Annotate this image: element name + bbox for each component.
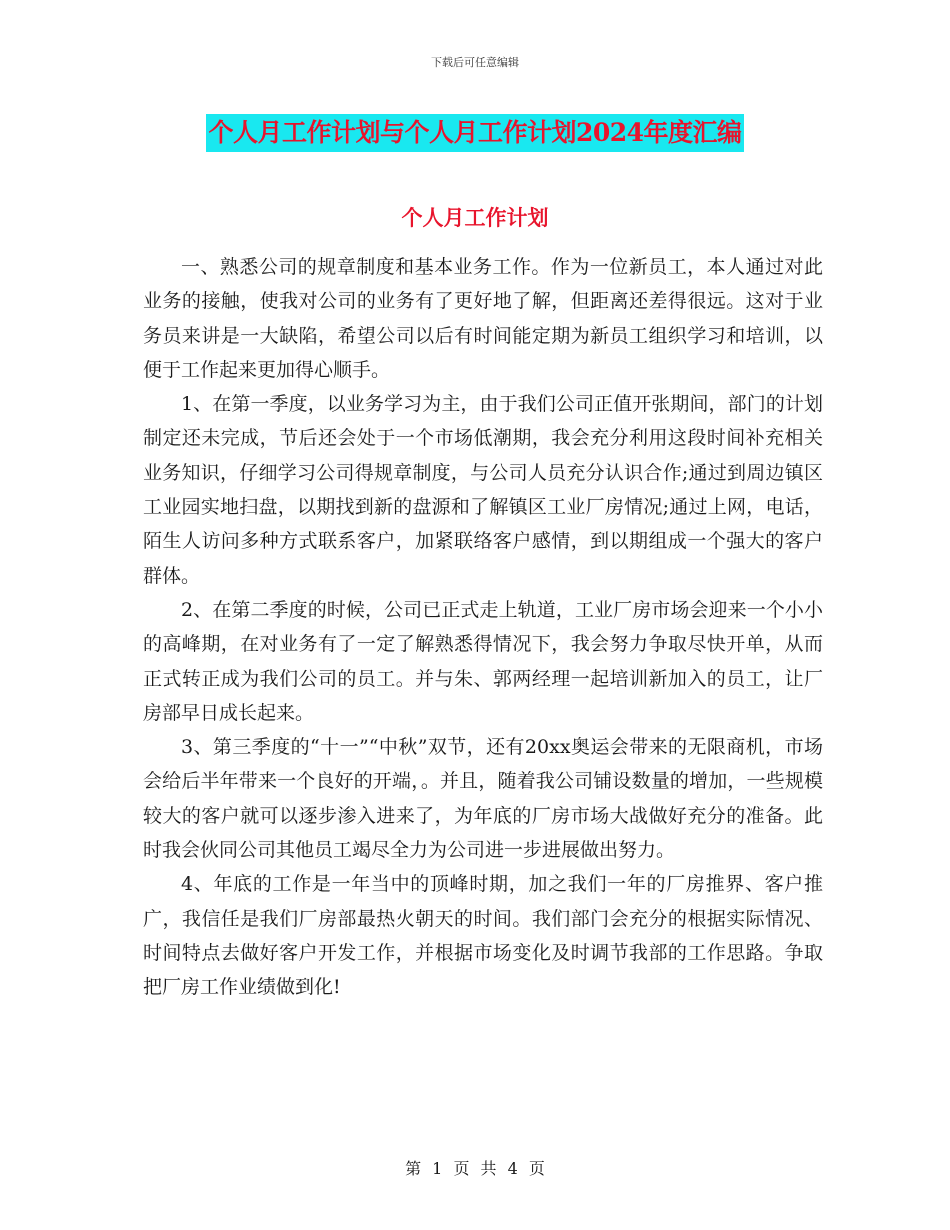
section-title: 个人月工作计划: [401, 205, 549, 230]
paragraph-q4: 4、年底的工作是一年当中的顶峰时期，加之我们一年的厂房推界、客户推广，我信任是我们厂房部最热火朝天的时间。我们部门会充分的根据实际情况、时间特点去做好客户开发工作，并根据市场变化及时调节我部的工作思路。争取把厂房工作业绩做到化!: [143, 873, 823, 999]
paragraph-q2: 2、在第二季度的时候，公司已正式走上轨道，工业厂房市场会迎来一个小小的高峰期，在对业务有了一定了解熟悉得情况下，我会努力争取尽快开单，从而正式转正成为我们公司的员工。并与朱、郭两经理一起培训新加入的员工，让厂房部早日成长起来。: [143, 598, 823, 724]
page-header-note: 下载后可任意编辑: [431, 56, 519, 69]
paragraph-q1: 1、在第一季度，以业务学习为主，由于我们公司正值开张期间，部门的计划制定还未完成，节后还会处于一个市场低潮期，我会充分利用这段时间补充相关业务知识，仔细学习公司得规章制度，与公司人员充分认识合作;通过到周边镇区工业园实地扫盘，以期找到新的盘源和了解镇区工业厂房情况;通过上网，电话，陌生人访问多种方式联系客户，加紧联络客户感情，到以期组成一个强大的客户群体。: [143, 393, 823, 587]
document-title-container: [0, 114, 950, 152]
document-title: 个人月工作计划与个人月工作计划2024年度汇编: [206, 114, 743, 152]
document-body: [143, 250, 823, 1005]
paragraph-q3: 3、第三季度的“十一”“中秋”双节，还有20xx奥运会带来的无限商机，市场会给后半年带来一个良好的开端，。并且，随着我公司铺设数量的增加，一些规模较大的客户就可以逐步渗入进来了，为年底的厂房市场大战做好充分的准备。此时我会伙同公司其他员工竭尽全力为公司进一步进展做出努力。: [143, 736, 823, 862]
page-number-footer: 第 1 页 共 4 页: [405, 1159, 545, 1178]
paragraph-intro: 一、熟悉公司的规章制度和基本业务工作。作为一位新员工，本人通过对此业务的接触，使我对公司的业务有了更好地了解，但距离还差得很远。这对于业务员来讲是一大缺陷，希望公司以后有时间能定期为新员工组织学习和培训，以便于工作起来更加得心顺手。: [143, 256, 823, 381]
